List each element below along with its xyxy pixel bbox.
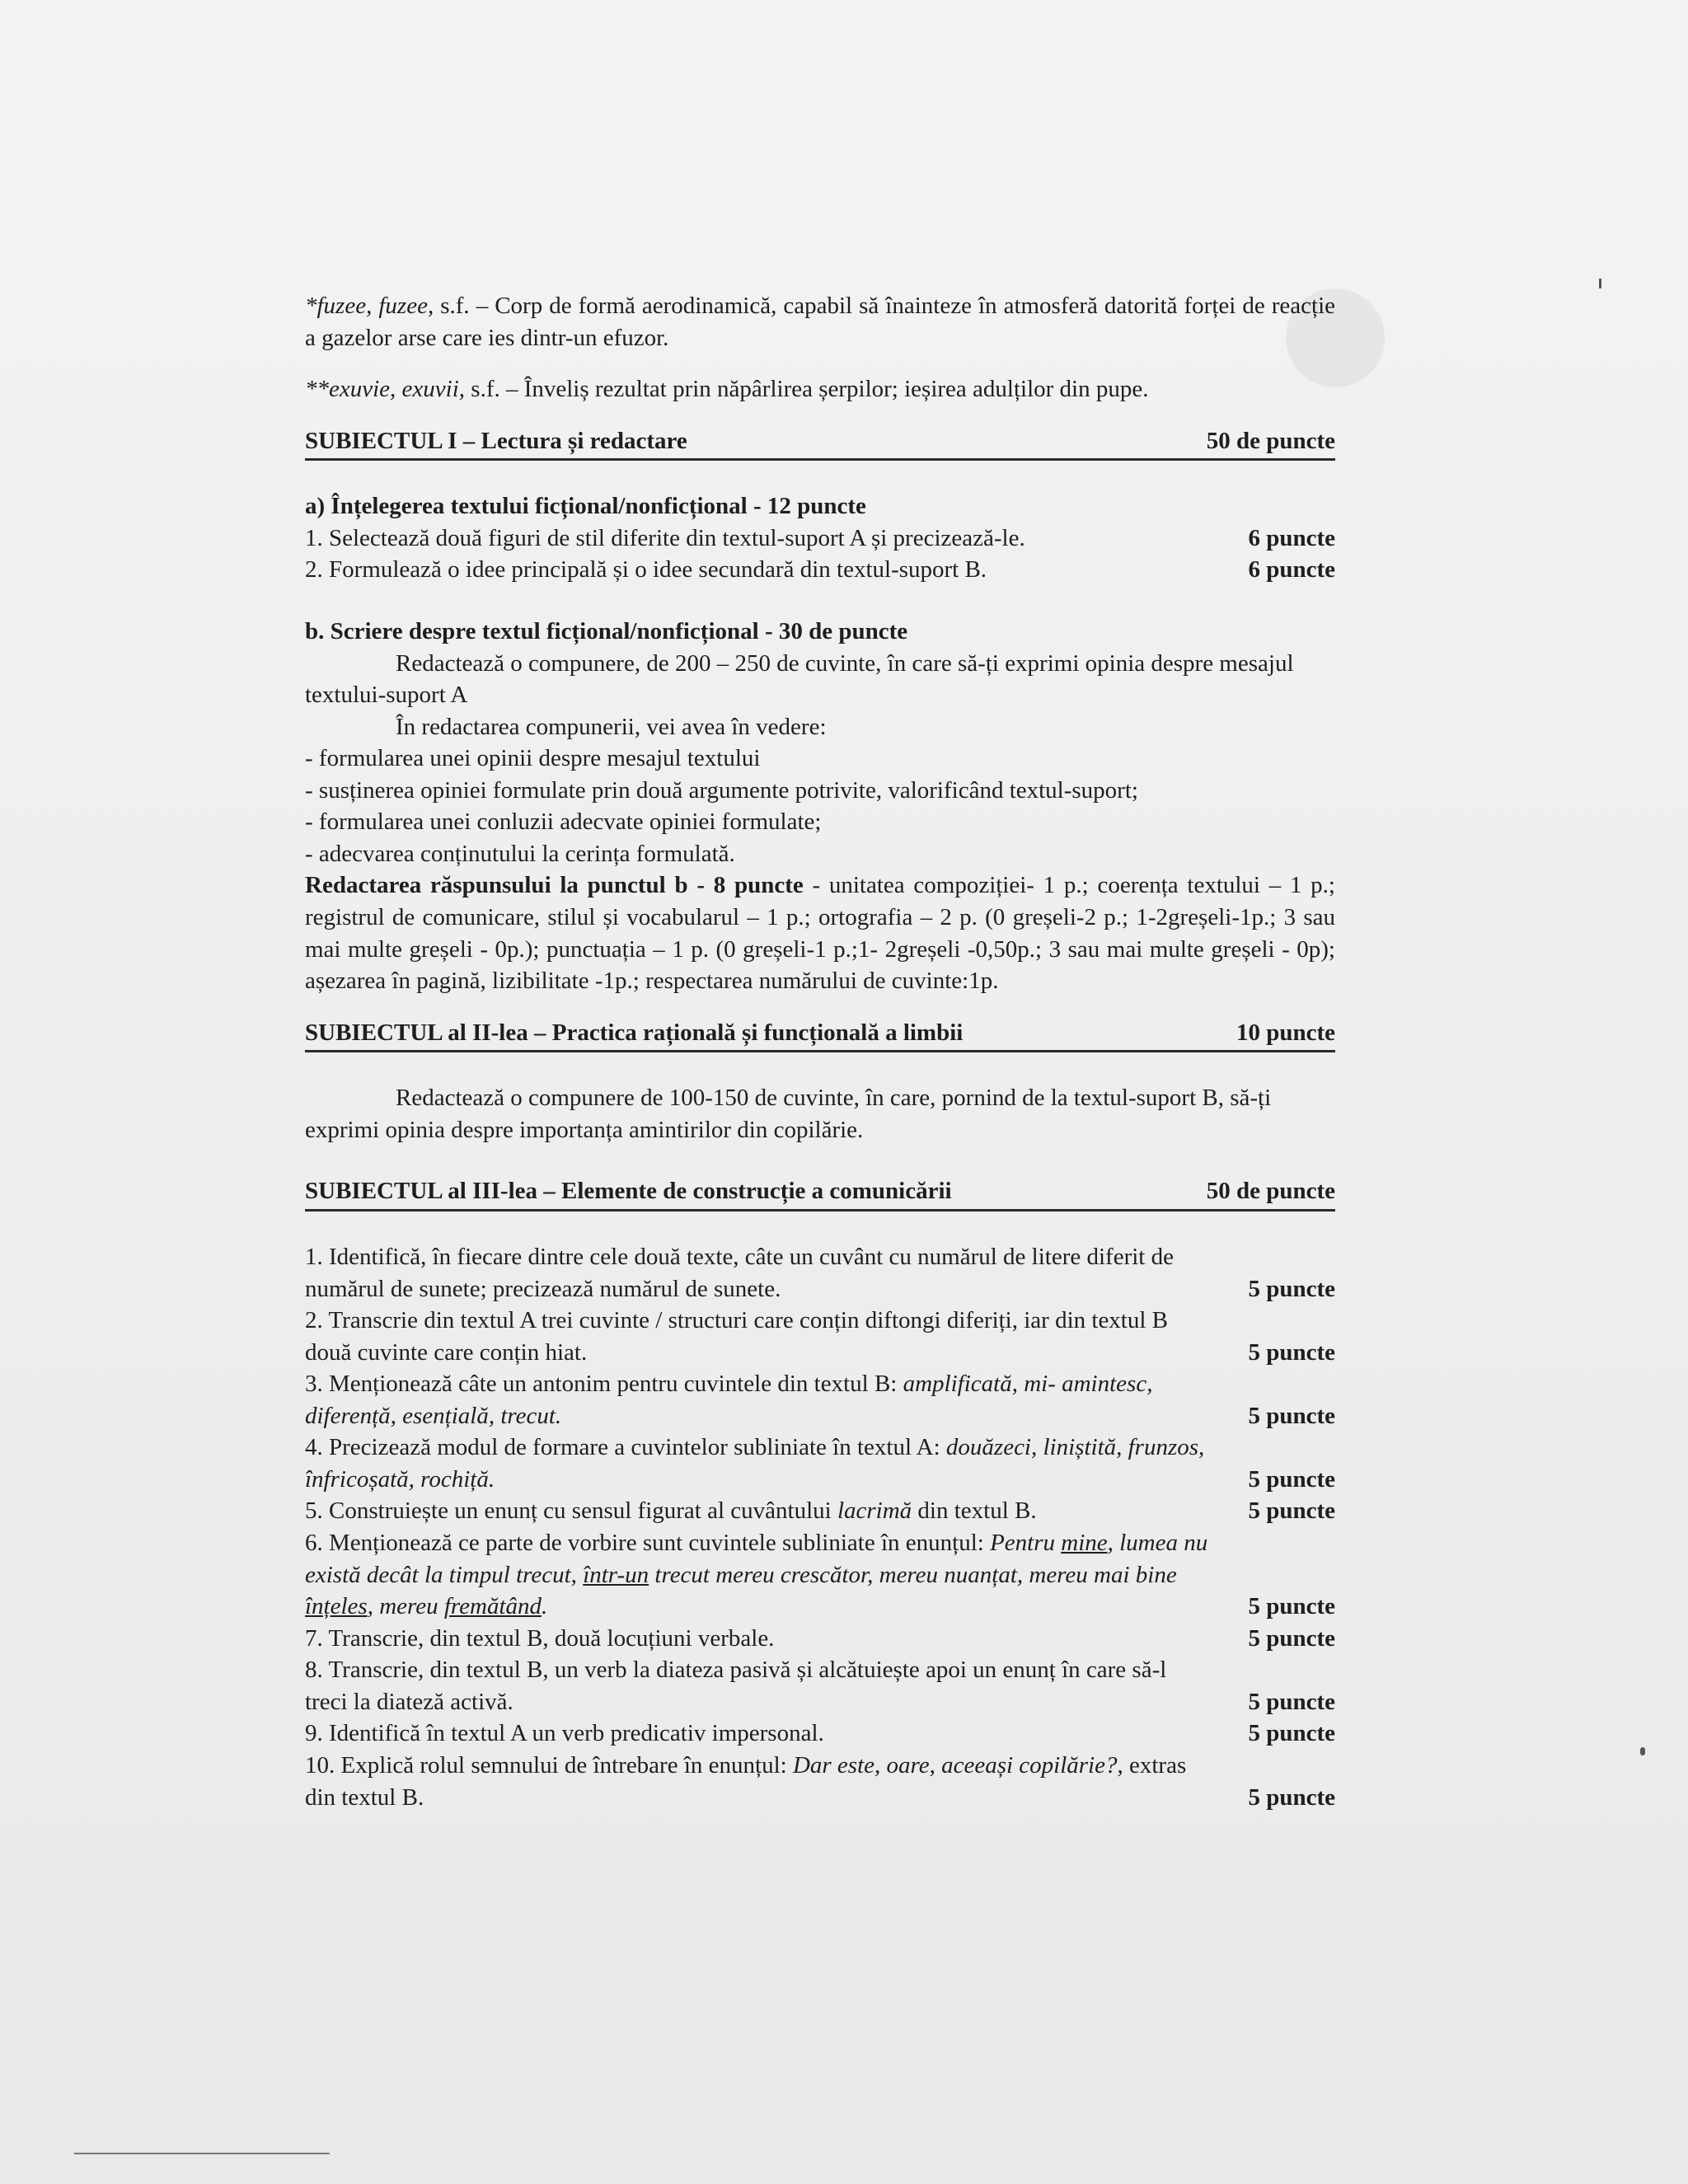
footnote-fuzee: *fuzee, fuzee, s.f. – Corp de formă aerodinamică, capabil să înainteze în atmosferă datorită forței de reacție a gazelor arse care ies dintr-un efuzor. (305, 293, 1335, 351)
criteria-item: - formularea unei opinii despre mesajul textului (305, 745, 761, 772)
question-3-4: 4. Precizează modul de formare a cuvintelor subliniate în textul A: douăzeci, liniștită, frunzos, înfricoșată, rochiță. 5 puncte (305, 1434, 1335, 1493)
question-3-3: 3. Menționează câte un antonim pentru cuvintele din textul B: amplificată, mi- amintesc, diferență, esențială, trecut. 5 puncte (305, 1371, 1335, 1429)
scan-speck (1640, 1747, 1645, 1755)
question-3-2: 2. Transcrie din textul A trei cuvinte / structuri care conțin diftongi diferiți, iar din textul B două cuvinte care conțin hiat. 5 puncte (305, 1307, 1335, 1366)
question-3-6: 6. Menționează ce parte de vorbire sunt cuvintele subliniate în enunțul: Pentru mine, lumea nu există decât la timpul trecut, într-un trecut mereu crescător, mereu nuanțat, mereu mai bine înțeles, mereu fremătând. 5 puncte (305, 1530, 1335, 1620)
criteria-item: - susținerea opiniei formulate prin două argumente potrivite, valorificând textul-suport; (305, 776, 1138, 804)
subsection-b-intro: În redactarea compunerii, vei avea în vedere: (396, 713, 827, 740)
question-3-8: 8. Transcrie, din textul B, un verb la diateza pasivă și alcătuiește apoi un enunț în care să-l treci la diateză activă. 5 puncte (305, 1657, 1335, 1715)
document-body (305, 290, 1335, 1813)
section-2-task: Redactează o compunere de 100-150 de cuvinte, în care, pornind de la textul-suport B, să-ți exprimi opinia despre importanța amintirilor din copilărie. (305, 1085, 1272, 1143)
question-a1: 1. Selectează două figuri de stil diferite din textul-suport A și precizează-le. 6 puncte (305, 524, 1335, 551)
criteria-item: - formularea unei conluzii adecvate opiniei formulate; (305, 808, 822, 836)
subsection-b-task: Redactează o compunere, de 200 – 250 de cuvinte, în care să-ți exprimi opinia despre mesajul textului-suport A (305, 649, 1294, 709)
scoring-rules: Redactarea răspunsului la punctul b - 8 puncte - unitatea compoziției- 1 p.; coerența textului – 1 p.; registrul de comunicare, stilul și vocabularul – 1 p.; ortografia – 2 p. (0 greșeli-2 p.; 1-2greșeli-1p.; 3 sau mai multe greșeli - 0p.); punctuația – 1 p. (0 greșeli-1 p.;1- 2greșeli -0,50p.; 3 sau mai multe greșeli - 0p); așezarea în pagină, lizibilitate -1p.; respectarea numărului de cuvinte:1p. (305, 872, 1335, 995)
question-3-1: 1. Identifică, în fiecare dintre cele două texte, câte un cuvânt cu numărul de litere diferit de numărul de sunete; precizează numărul de sunete. 5 puncte (305, 1243, 1335, 1302)
criteria-item: - adecvarea conținutului la cerința formulată. (305, 840, 735, 867)
question-3-7: 7. Transcrie, din textul B, două locuțiuni verbale. 5 puncte (305, 1624, 1335, 1652)
section-3-heading: SUBIECTUL al III-lea – Elemente de construcție a comunicării 50 de puncte (305, 1175, 1335, 1212)
footnote-exuvie: **exuvie, exuvii, s.f. – Înveliș rezultat prin năpârlirea șerpilor; ieșirea adulților din pupe. (305, 376, 1149, 403)
section-2-heading: SUBIECTUL al II-lea – Practica rațională și funcțională a limbii 10 puncte (305, 1017, 1335, 1053)
question-3-9: 9. Identifică în textul A un verb predicativ impersonal. 5 puncte (305, 1720, 1335, 1747)
question-3-10: 10. Explică rolul semnului de întrebare în enunțul: Dar este, oare, aceeași copilărie?, extras din textul B. 5 puncte (305, 1751, 1335, 1811)
question-3-5: 5. Construiește un enunț cu sensul figurat al cuvântului lacrimă din textul B. 5 puncte (305, 1497, 1335, 1525)
question-a2: 2. Formulează o idee principală și o idee secundară din textul-suport B. 6 puncte (305, 556, 1335, 583)
subsection-b-heading: b. Scriere despre textul ficțional/nonficțional - 30 de puncte (305, 617, 908, 644)
scan-speck (1599, 279, 1601, 288)
subsection-a-heading: a) Înțelegerea textului ficțional/nonficțional - 12 puncte (305, 493, 866, 520)
section-1-heading: SUBIECTUL I – Lectura și redactare 50 de puncte (305, 425, 1335, 462)
scan-edge-line (74, 2153, 330, 2154)
